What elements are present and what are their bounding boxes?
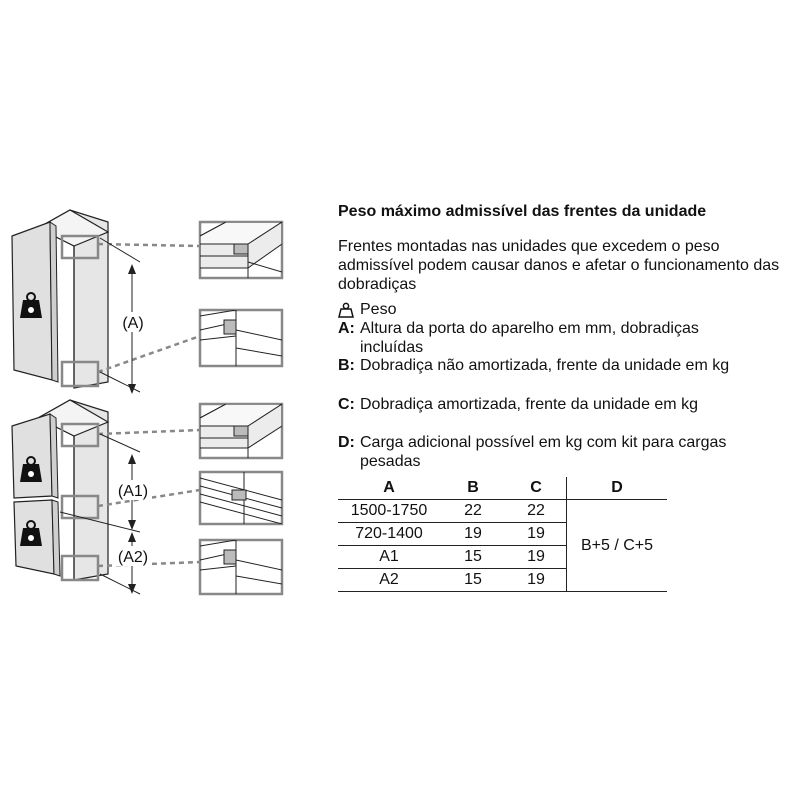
legend-text: Altura da porta do aparelho em mm, dobradiças incluídas (360, 320, 699, 356)
legend-key: A: (338, 320, 355, 337)
table-cell: 15 (440, 569, 506, 592)
table-header-cell: A (338, 477, 440, 500)
table-cell: A1 (338, 546, 440, 569)
legend-text: Carga adicional possível em kg com kit para cargas pesadas (360, 434, 727, 470)
table-cell: 19 (506, 569, 567, 592)
intro-paragraph: Frentes montadas nas unidades que excedem o peso admissível podem causar danos e afetar o funcionamento das dobradiças (338, 238, 780, 293)
table-d-value: B+5 / C+5 (567, 500, 668, 592)
table-cell: 720-1400 (338, 523, 440, 546)
table-header-cell: B (440, 477, 506, 500)
table-header-row (338, 477, 667, 500)
installation-figure (0, 0, 330, 800)
table-cell: 15 (440, 546, 506, 569)
legend-key: B: (338, 357, 355, 374)
table-cell: 19 (506, 546, 567, 569)
legend-text: Dobradiça não amortizada, frente da unidade em kg (360, 357, 730, 374)
page-title: Peso máximo admissível das frentes da unidade (338, 203, 707, 220)
label-a2: (A2) (117, 549, 149, 566)
weight-table (338, 477, 667, 592)
table-row (338, 500, 667, 523)
zoom-box-bottom-hinge (200, 310, 282, 366)
table-cell: 22 (440, 500, 506, 523)
table-cell: A2 (338, 569, 440, 592)
legend-text: Peso (360, 301, 397, 318)
table-cell: 19 (440, 523, 506, 546)
weight-icon (338, 302, 354, 318)
table-header-cell: C (506, 477, 567, 500)
table-cell: 19 (506, 523, 567, 546)
legend-key: D: (338, 434, 355, 451)
label-a1: (A1) (117, 483, 149, 500)
table-cell: 22 (506, 500, 567, 523)
single-door-diagram (12, 210, 282, 394)
legend-key: C: (338, 396, 355, 413)
double-door-diagram (12, 400, 282, 594)
table-cell: 1500-1750 (338, 500, 440, 523)
label-a: (A) (122, 315, 144, 332)
table-header-cell: D (567, 477, 668, 500)
legend-text: Dobradiça amortizada, frente da unidade em kg (360, 396, 698, 413)
